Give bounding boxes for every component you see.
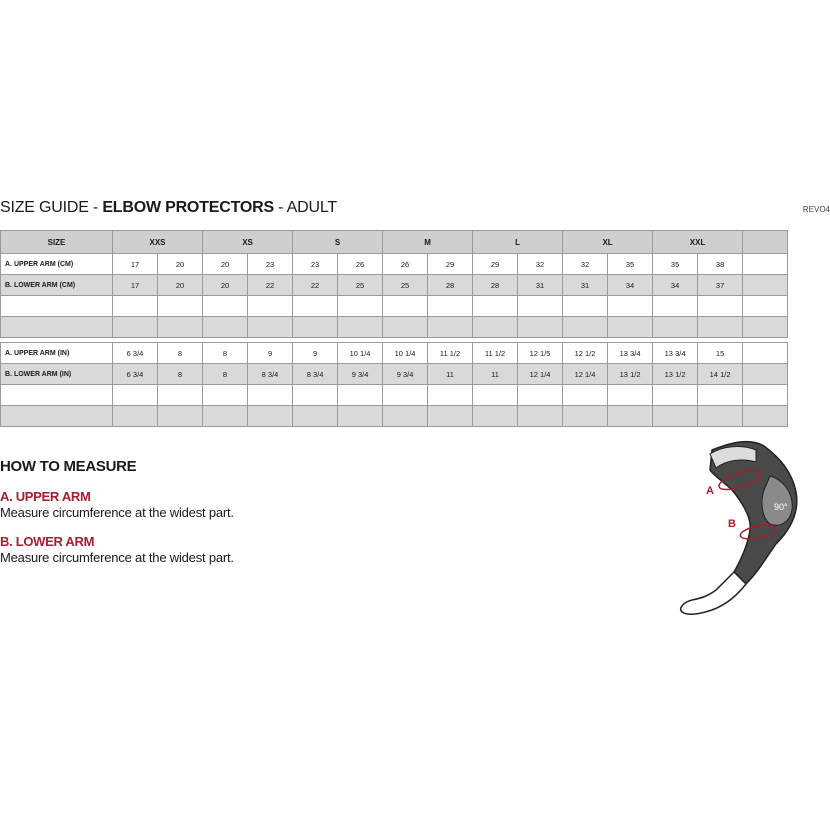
arm-diagram: [672, 432, 830, 622]
how-to-measure: [0, 458, 234, 565]
table-cell: 6 3/4: [113, 343, 158, 364]
empty-cell: [653, 406, 698, 427]
table-row: [1, 364, 830, 385]
empty-cell: [698, 296, 743, 317]
table-cell: 10 1/4: [383, 343, 428, 364]
table-cell: 22: [293, 275, 338, 296]
size-table: [0, 230, 830, 427]
table-cell: 13 1/2: [653, 364, 698, 385]
empty-cell: [248, 317, 293, 338]
table-cell: 23: [248, 254, 293, 275]
empty-cell: [338, 385, 383, 406]
measure-item-text: Measure circumference at the widest part.: [0, 505, 234, 520]
empty-row: [1, 406, 830, 427]
empty-cell: [293, 406, 338, 427]
table-cell: 8: [158, 343, 203, 364]
empty-cell: [518, 317, 563, 338]
label-a: A: [706, 485, 714, 497]
empty-cell: [1, 317, 113, 338]
empty-cell: [1, 385, 113, 406]
empty-cell: [698, 385, 743, 406]
table-cell: 9: [293, 343, 338, 364]
empty-cell: [473, 317, 518, 338]
table-cell: 13 3/4: [608, 343, 653, 364]
table-cell: 28: [473, 275, 518, 296]
size-column-header: XXL: [653, 231, 743, 254]
table-cell: 10 1/4: [338, 343, 383, 364]
empty-cell: [1, 406, 113, 427]
empty-cell: [113, 385, 158, 406]
table-cell: 20: [203, 254, 248, 275]
size-column-header: XXS: [113, 231, 203, 254]
size-column-header: L: [473, 231, 563, 254]
empty-header-cell: [743, 231, 788, 254]
table-cell: 9 3/4: [383, 364, 428, 385]
product-code: REVO4: [802, 205, 830, 214]
table-cell: 20: [158, 275, 203, 296]
empty-cell: [653, 296, 698, 317]
empty-cell: [248, 406, 293, 427]
label-b: B: [728, 518, 736, 530]
empty-cell: [563, 296, 608, 317]
table-row: [1, 275, 830, 296]
empty-cell: [203, 296, 248, 317]
table-cell: 31: [518, 275, 563, 296]
empty-cell: [248, 296, 293, 317]
empty-cell: [383, 317, 428, 338]
title-product: ELBOW PROTECTORS: [102, 199, 274, 216]
table-cell: 12 1/5: [518, 343, 563, 364]
empty-cell: [473, 406, 518, 427]
empty-cell: [113, 406, 158, 427]
table-cell: 8: [203, 364, 248, 385]
empty-cell: [113, 317, 158, 338]
table-cell: 9 3/4: [338, 364, 383, 385]
empty-cell: [293, 385, 338, 406]
table-cell: 12 1/4: [563, 364, 608, 385]
empty-cell: [293, 317, 338, 338]
empty-cell: [743, 317, 788, 338]
title-prefix: SIZE GUIDE -: [0, 199, 103, 216]
table-cell: 15: [698, 343, 743, 364]
table-cell: 13 1/2: [608, 364, 653, 385]
table-cell: 26: [383, 254, 428, 275]
table-cell: 38: [698, 254, 743, 275]
empty-cell: [203, 406, 248, 427]
empty-cell: [563, 385, 608, 406]
table-cell: 34: [608, 275, 653, 296]
table-cell: 17: [113, 275, 158, 296]
how-to-heading: HOW TO MEASURE: [0, 458, 137, 475]
table-cell: 35: [608, 254, 653, 275]
table-cell: 29: [428, 254, 473, 275]
empty-cell: [383, 406, 428, 427]
table-cell: 20: [158, 254, 203, 275]
table-cell: 28: [428, 275, 473, 296]
empty-cell: [203, 385, 248, 406]
empty-cell: [473, 296, 518, 317]
empty-cell: [743, 364, 788, 385]
table-cell: 32: [563, 254, 608, 275]
table-cell: 20: [203, 275, 248, 296]
table-cell: 29: [473, 254, 518, 275]
hand-outline-shape: [681, 572, 746, 614]
size-header-cell: SIZE: [1, 231, 113, 254]
measure-item-text: Measure circumference at the widest part.: [0, 550, 234, 565]
table-cell: 12 1/4: [518, 364, 563, 385]
empty-cell: [428, 296, 473, 317]
empty-cell: [608, 406, 653, 427]
empty-cell: [428, 317, 473, 338]
table-cell: 14 1/2: [698, 364, 743, 385]
row-label: B. LOWER ARM (CM): [1, 275, 113, 296]
table-cell: 11: [428, 364, 473, 385]
table-cell: 35: [653, 254, 698, 275]
empty-cell: [338, 296, 383, 317]
empty-cell: [338, 406, 383, 427]
empty-cell: [338, 317, 383, 338]
measure-item-upper-arm: [0, 489, 234, 520]
empty-cell: [158, 296, 203, 317]
empty-cell: [1, 296, 113, 317]
table-cell: 8 3/4: [293, 364, 338, 385]
table-cell: 12 1/2: [563, 343, 608, 364]
title-suffix: - ADULT: [273, 199, 337, 216]
empty-cell: [743, 385, 788, 406]
empty-cell: [248, 385, 293, 406]
empty-cell: [518, 296, 563, 317]
empty-cell: [293, 296, 338, 317]
table-cell: 32: [518, 254, 563, 275]
table-cell: 37: [698, 275, 743, 296]
empty-row: [1, 385, 830, 406]
table-cell: 8 3/4: [248, 364, 293, 385]
empty-cell: [158, 385, 203, 406]
empty-cell: [608, 385, 653, 406]
table-cell: 9: [248, 343, 293, 364]
empty-cell: [743, 275, 788, 296]
empty-cell: [158, 406, 203, 427]
measure-item-lower-arm: [0, 534, 234, 565]
empty-cell: [203, 317, 248, 338]
empty-cell: [608, 317, 653, 338]
table-cell: 31: [563, 275, 608, 296]
size-column-header: M: [383, 231, 473, 254]
row-label: B. LOWER ARM (IN): [1, 364, 113, 385]
empty-cell: [743, 343, 788, 364]
table-header-row: [1, 231, 830, 254]
empty-cell: [473, 385, 518, 406]
table-cell: 17: [113, 254, 158, 275]
table-cell: 11 1/2: [428, 343, 473, 364]
empty-cell: [518, 406, 563, 427]
table-cell: 13 3/4: [653, 343, 698, 364]
row-label: A. UPPER ARM (CM): [1, 254, 113, 275]
measure-item-title: A. UPPER ARM: [0, 489, 91, 504]
table-cell: 23: [293, 254, 338, 275]
table-cell: 22: [248, 275, 293, 296]
measure-item-title: B. LOWER ARM: [0, 534, 95, 549]
table-cell: 25: [338, 275, 383, 296]
size-column-header: S: [293, 231, 383, 254]
empty-cell: [653, 385, 698, 406]
table-cell: 34: [653, 275, 698, 296]
table-row: [1, 254, 830, 275]
table-cell: 8: [203, 343, 248, 364]
table-cell: 11: [473, 364, 518, 385]
empty-cell: [743, 254, 788, 275]
empty-cell: [518, 385, 563, 406]
row-label: A. UPPER ARM (IN): [1, 343, 113, 364]
table-cell: 11 1/2: [473, 343, 518, 364]
empty-cell: [113, 296, 158, 317]
size-column-header: XL: [563, 231, 653, 254]
empty-cell: [428, 385, 473, 406]
empty-cell: [743, 406, 788, 427]
table-cell: 25: [383, 275, 428, 296]
empty-cell: [698, 317, 743, 338]
empty-cell: [383, 296, 428, 317]
size-column-header: XS: [203, 231, 293, 254]
empty-cell: [608, 296, 653, 317]
empty-cell: [563, 317, 608, 338]
empty-cell: [698, 406, 743, 427]
empty-row: [1, 317, 830, 338]
empty-cell: [428, 406, 473, 427]
table-cell: 26: [338, 254, 383, 275]
page-title: [0, 199, 337, 217]
table-cell: 8: [158, 364, 203, 385]
empty-cell: [383, 385, 428, 406]
table-cell: 6 3/4: [113, 364, 158, 385]
empty-cell: [563, 406, 608, 427]
empty-cell: [158, 317, 203, 338]
empty-cell: [653, 317, 698, 338]
angle-label: 90°: [774, 502, 788, 512]
table-row: [1, 343, 830, 364]
empty-row: [1, 296, 830, 317]
empty-cell: [743, 296, 788, 317]
